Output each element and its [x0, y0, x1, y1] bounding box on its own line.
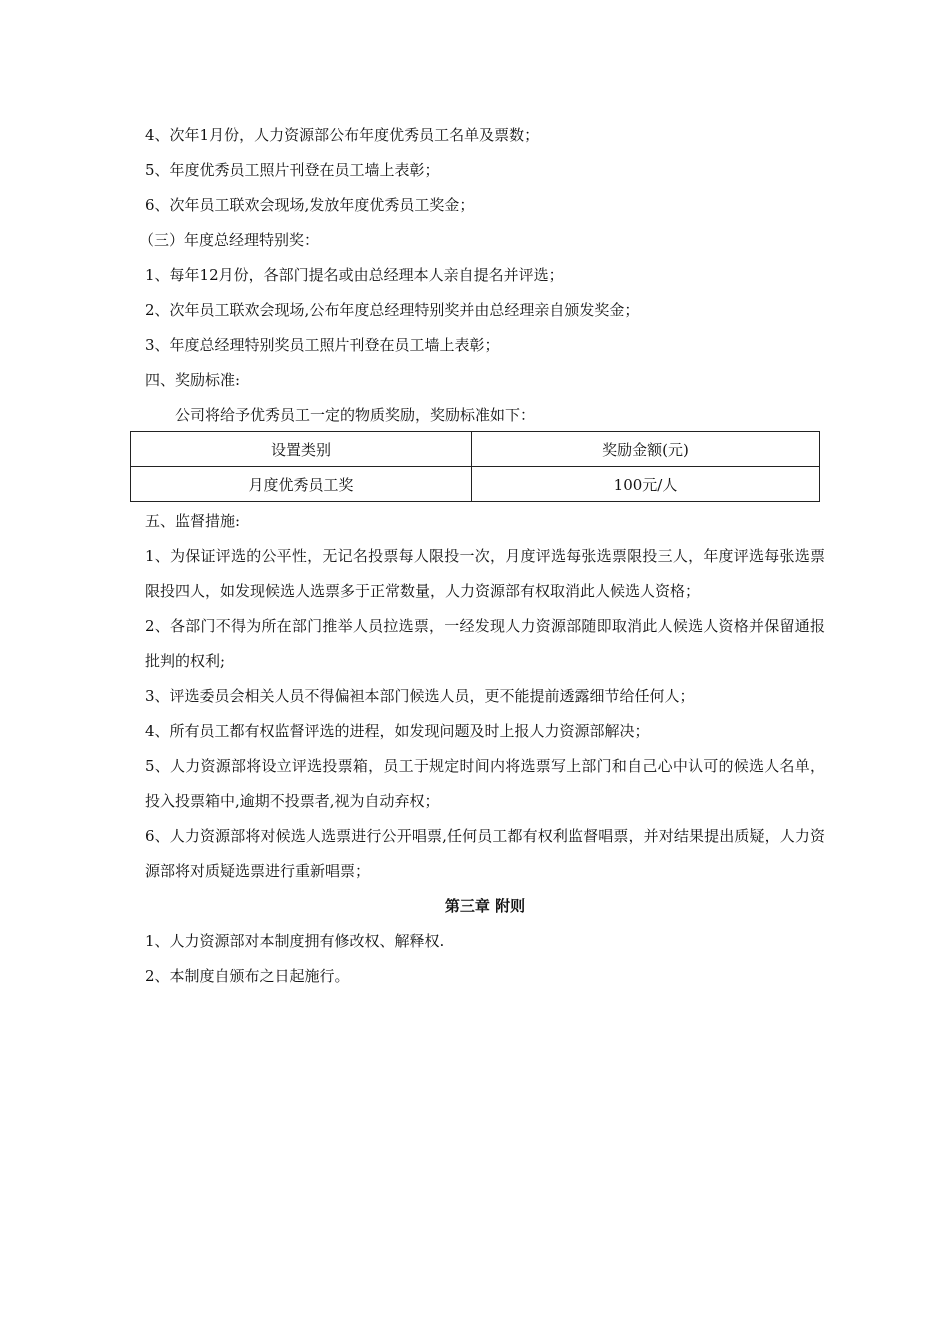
section3-item-6: 6、次年员工联欢会现场,发放年度优秀员工奖金；	[145, 196, 475, 214]
section3-item-5: 5、年度优秀员工照片刊登在员工墙上表彰；	[145, 161, 440, 179]
supervision-item-5: 5、人力资源部将设立评选投票箱，员工于规定时间内将选票写上部门和自己心中认可的候选人名单，投入投票箱中,逾期不投票者,视为自动弃权；	[145, 757, 825, 810]
supervision-item-3: 3、评选委员会相关人员不得偏袒本部门候选人员，更不能提前透露细节给任何人；	[145, 687, 695, 705]
document-page	[139, 118, 825, 994]
supervision-heading: 五、监督措施:	[145, 512, 241, 530]
reward-standard-intro: 公司将给予优秀员工一定的物质奖励，奖励标准如下：	[175, 406, 536, 424]
section3-item-4: 4、次年1月份，人力资源部公布年度优秀员工名单及票数；	[145, 126, 540, 144]
reward-table	[130, 431, 820, 502]
table-cell-category: 月度优秀员工奖	[131, 467, 472, 502]
supervision-item-1: 1、为保证评选的公平性，无记名投票每人限投一次，月度评选每张选票限投三人，年度评选每张选票限投四人，如发现候选人选票多于正常数量，人力资源部有权取消此人候选人资格；	[145, 547, 825, 600]
table-header-amount: 奖励金额(元)	[472, 432, 820, 467]
chapter-title: 第三章 附则	[444, 897, 526, 915]
chapter3-item-2: 2、本制度自颁布之日起施行。	[145, 967, 350, 985]
gm-award-item-3: 3、年度总经理特别奖员工照片刊登在员工墙上表彰；	[145, 336, 500, 354]
supervision-item-4: 4、所有员工都有权监督评选的进程，如发现问题及时上报人力资源部解决；	[145, 722, 650, 740]
gm-award-item-2: 2、次年员工联欢会现场,公布年度总经理特别奖并由总经理亲自颁发奖金；	[145, 301, 640, 319]
supervision-item-2: 2、各部门不得为所在部门推举人员拉选票，一经发现人力资源部随即取消此人候选人资格并保留通报批判的权利;	[145, 617, 825, 670]
supervision-item-6: 6、人力资源部将对候选人选票进行公开唱票,任何员工都有权利监督唱票，并对结果提出质疑，人力资源部将对质疑选票进行重新唱票；	[145, 827, 825, 880]
table-header-row	[131, 432, 820, 467]
table-row	[131, 467, 820, 502]
table-cell-amount: 100元/人	[472, 467, 820, 502]
table-header-category: 设置类别	[131, 432, 472, 467]
gm-award-item-1: 1、每年12月份，各部门提名或由总经理本人亲自提名并评选；	[145, 266, 564, 284]
gm-award-heading: （三）年度总经理特别奖：	[139, 231, 320, 249]
chapter3-item-1: 1、人力资源部对本制度拥有修改权、解释权.	[145, 932, 445, 950]
reward-standard-heading: 四、奖励标准:	[145, 371, 241, 389]
